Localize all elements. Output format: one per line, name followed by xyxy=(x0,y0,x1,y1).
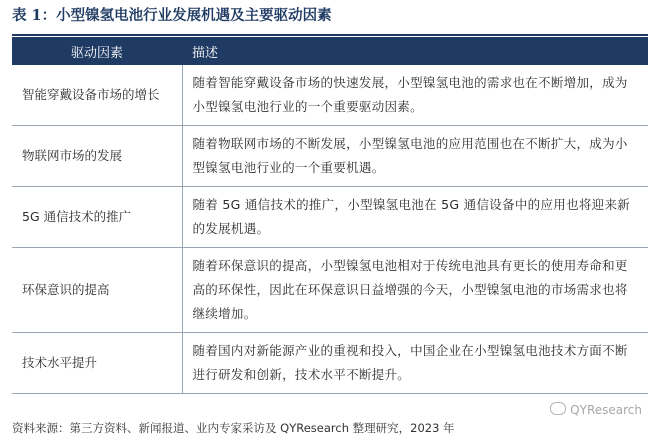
table-row xyxy=(12,248,648,333)
column-header-description: 描述 xyxy=(182,37,648,65)
factor-cell: 智能穿戴设备市场的增长 xyxy=(12,65,182,126)
table-row xyxy=(12,65,648,126)
description-cell: 随着环保意识的提高，小型镍氢电池相对于传统电池具有更长的使用寿命和更高的环保性，因此在环保意识日益增强的今天，小型镍氢电池的市场需求也将继续增加。 xyxy=(182,248,648,333)
column-header-factor: 驱动因素 xyxy=(12,37,182,65)
caption-label: 表 1： xyxy=(12,7,57,24)
drivers-table xyxy=(12,37,648,394)
header-row xyxy=(12,37,648,65)
table-caption xyxy=(12,4,332,26)
description-cell: 随着物联网市场的不断发展，小型镍氢电池的应用范围也在不断扩大，成为小型镍氢电池行业的一个重要机遇。 xyxy=(182,126,648,187)
description-cell: 随着 5G 通信技术的推广，小型镍氢电池在 5G 通信设备中的应用也将迎来新的发展机遇。 xyxy=(182,187,648,248)
table-row xyxy=(12,126,648,187)
factor-cell: 5G 通信技术的推广 xyxy=(12,187,182,248)
table-row xyxy=(12,187,648,248)
factor-cell: 环保意识的提高 xyxy=(12,248,182,333)
top-rule xyxy=(12,34,648,36)
watermark-text: QYResearch xyxy=(570,403,642,417)
watermark xyxy=(550,402,642,417)
description-cell: 随着智能穿戴设备市场的快速发展，小型镍氢电池的需求也在不断增加，成为小型镍氢电池行业的一个重要驱动因素。 xyxy=(182,65,648,126)
caption-title: 小型镍氢电池行业发展机遇及主要驱动因素 xyxy=(56,7,332,24)
factor-cell: 物联网市场的发展 xyxy=(12,126,182,187)
table-row xyxy=(12,333,648,394)
source-note: 资料来源：第三方资料、新闻报道、业内专家采访及 QYResearch 整理研究，2023 年 xyxy=(12,421,455,435)
factor-cell: 技术水平提升 xyxy=(12,333,182,394)
description-cell: 随着国内对新能源产业的重视和投入，中国企业在小型镍氢电池技术方面不断进行研发和创新，技术水平不断提升。 xyxy=(182,333,648,394)
wechat-icon xyxy=(550,402,566,415)
